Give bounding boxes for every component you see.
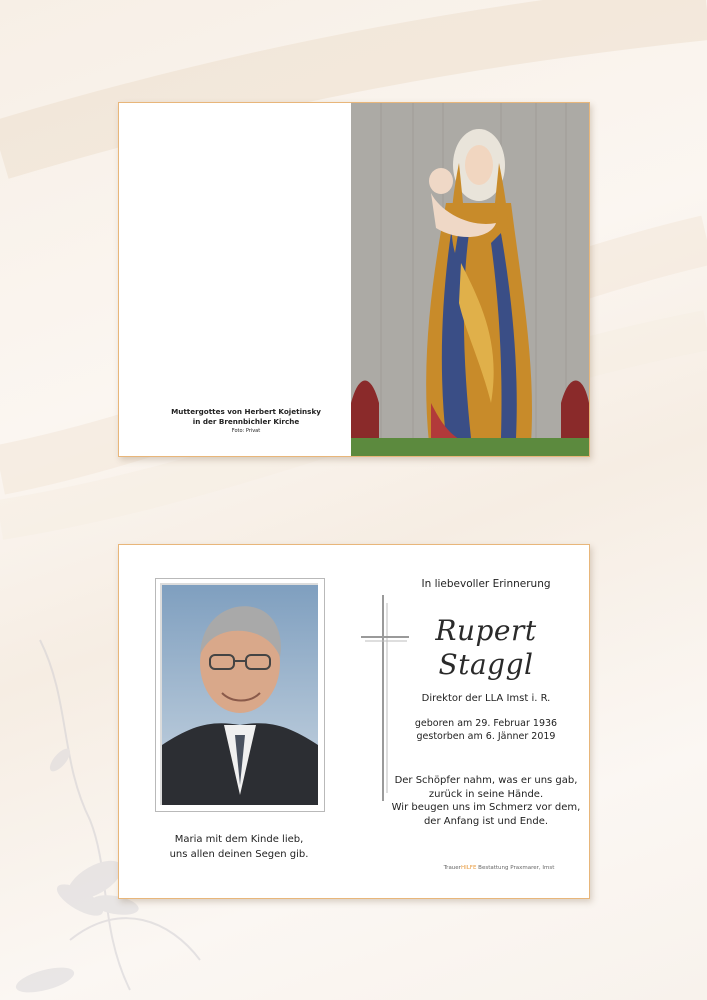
photo-credit: Foto: Privat: [231, 428, 261, 434]
job-title: Direktor der LLA Imst i. R.: [421, 693, 551, 704]
poem-text: [381, 774, 591, 828]
verse-line-2: uns allen deinen Segen gib.: [169, 849, 309, 860]
last-name: Staggl: [438, 648, 534, 681]
prayer-card-back: [118, 544, 590, 899]
photo-caption: [139, 407, 353, 435]
memorial-heading: In liebevoller Erinnerung: [421, 578, 551, 590]
death-date: gestorben am 6. Jänner 2019: [416, 731, 556, 742]
madonna-statue-photo: [351, 103, 589, 456]
portrait-frame: [155, 578, 325, 812]
deceased-portrait-photo: [162, 585, 318, 805]
poem-line-4: der Anfang ist und Ende.: [423, 815, 549, 827]
prayer-card-front: [118, 102, 590, 457]
footer-prefix: Trauer: [443, 865, 461, 871]
footer-highlight: HILFE: [460, 865, 477, 871]
life-dates: [381, 717, 591, 743]
caption-line-1: Muttergottes von Herbert Kojetinsky: [171, 407, 321, 416]
poem-line-2: zurück in seine Hände.: [428, 788, 544, 800]
birth-date: geboren am 29. Februar 1936: [414, 718, 558, 729]
poem-line-3: Wir beugen uns im Schmerz vor dem,: [391, 802, 581, 813]
first-name: Rupert: [435, 614, 537, 647]
poem-line-1: Der Schöpfer nahm, was er uns gab,: [394, 775, 578, 786]
funeral-home-credit: [419, 865, 579, 871]
verse-line-1: Maria mit dem Kinde lieb,: [174, 834, 304, 845]
verse-text: [149, 832, 329, 862]
footer-suffix: Bestattung Praxmarer, Imst: [476, 865, 555, 871]
caption-line-2: in der Brennbichler Kirche: [192, 417, 300, 426]
